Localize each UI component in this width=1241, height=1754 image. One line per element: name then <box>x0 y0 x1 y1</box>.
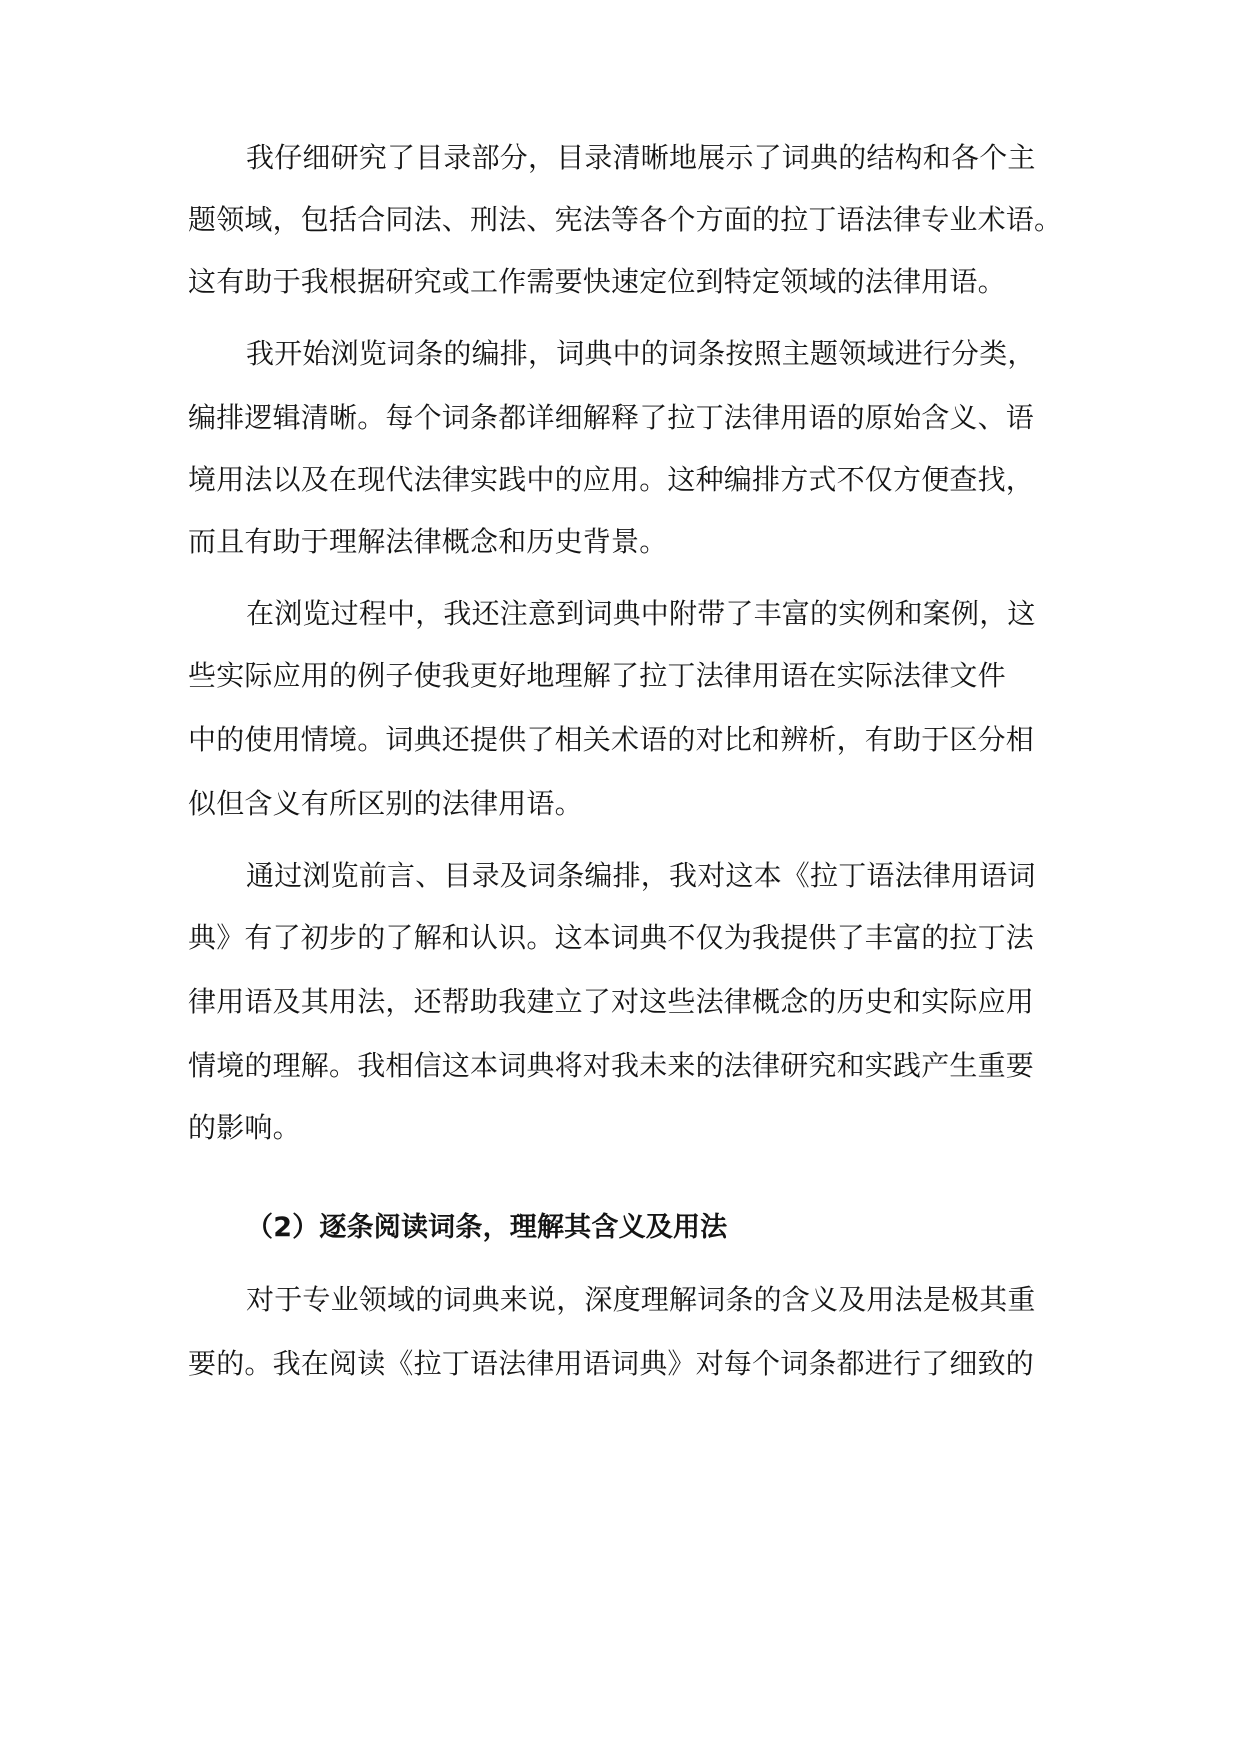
paragraph-line: 的影响。 <box>188 1111 301 1144</box>
paragraph-line: 题领域，包括合同法、刑法、宪法等各个方面的拉丁语法律专业术语。 <box>188 203 1063 236</box>
paragraph-line: 我仔细研究了目录部分，目录清晰地展示了词典的结构和各个主 <box>246 141 1036 174</box>
paragraph-line: 情境的理解。我相信这本词典将对我未来的法律研究和实践产生重要 <box>188 1049 1035 1082</box>
paragraph-line: 在浏览过程中，我还注意到词典中附带了丰富的实例和案例，这 <box>246 597 1036 630</box>
paragraph-line: 对于专业领域的词典来说，深度理解词条的含义及用法是极其重 <box>246 1283 1036 1316</box>
paragraph-line: 中的使用情境。词典还提供了相关术语的对比和辨析，有助于区分相 <box>188 723 1035 756</box>
paragraph-line: 而且有助于理解法律概念和历史背景。 <box>188 525 668 558</box>
paragraph-line: 要的。我在阅读《拉丁语法律用语词典》对每个词条都进行了细致的 <box>188 1347 1035 1380</box>
paragraph-line: 通过浏览前言、目录及词条编排，我对这本《拉丁语法律用语词 <box>246 859 1036 892</box>
paragraph-line: 律用语及其用法，还帮助我建立了对这些法律概念的历史和实际应用 <box>188 985 1035 1018</box>
paragraph-line: 境用法以及在现代法律实践中的应用。这种编排方式不仅方便查找， <box>188 463 1035 496</box>
paragraph-line: 些实际应用的例子使我更好地理解了拉丁法律用语在实际法律文件 <box>188 659 1006 692</box>
paragraph-line: 我开始浏览词条的编排，词典中的词条按照主题领域进行分类， <box>246 337 1036 370</box>
paragraph-line: 编排逻辑清晰。每个词条都详细解释了拉丁法律用语的原始含义、语 <box>188 401 1035 434</box>
paragraph-line: 这有助于我根据研究或工作需要快速定位到特定领域的法律用语。 <box>188 265 1006 298</box>
section-heading: （2）逐条阅读词条，理解其含义及用法 <box>246 1212 728 1243</box>
paragraph-line: 似但含义有所区别的法律用语。 <box>188 787 583 820</box>
paragraph-line: 典》有了初步的了解和认识。这本词典不仅为我提供了丰富的拉丁法 <box>188 921 1035 954</box>
